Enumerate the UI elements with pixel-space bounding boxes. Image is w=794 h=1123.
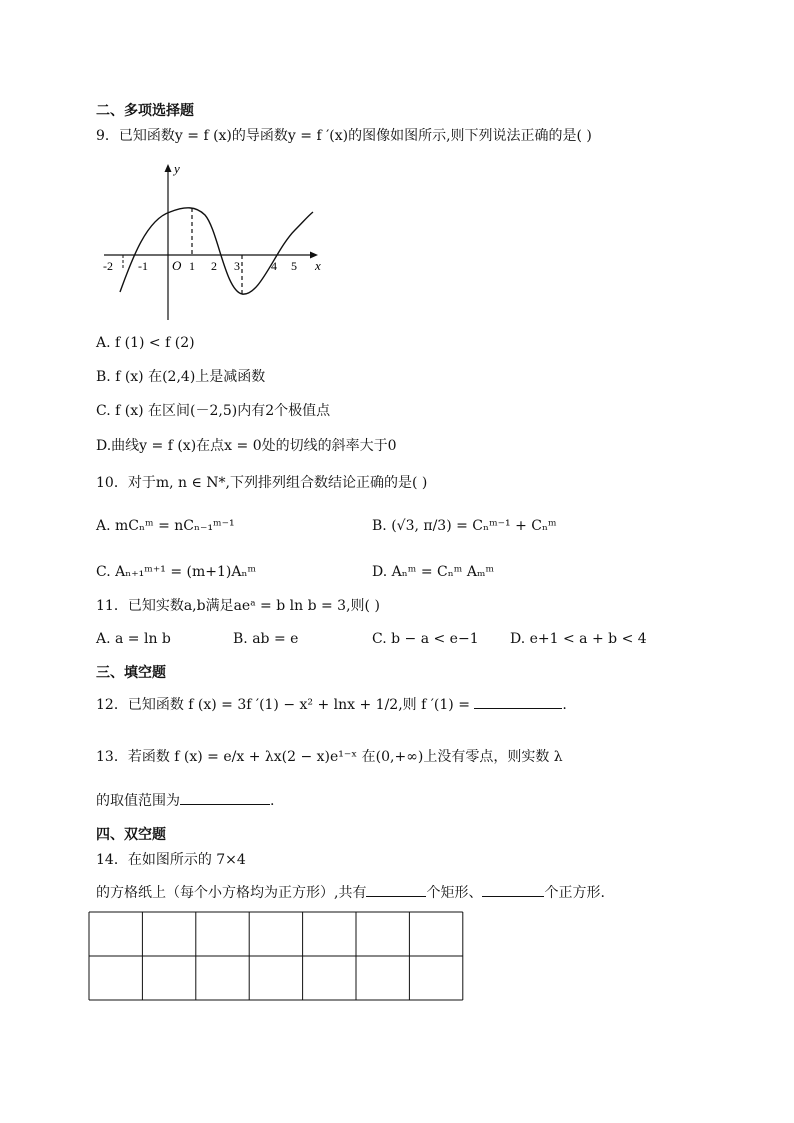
derivative-curve xyxy=(120,208,313,294)
question-14-text-a: 的方格纸上（每个小方格均为正方形）,共有 xyxy=(96,885,367,901)
question-11-stem: 11．已知实数a,b满足aeᵃ = b ln b = 3,则( ) xyxy=(96,598,380,614)
tick-label-neg1: -1 xyxy=(138,259,148,273)
question-12 xyxy=(96,696,567,714)
question-11-option-b: B. ab = e xyxy=(233,631,299,647)
tick-label-2: 2 xyxy=(211,259,217,273)
question-11-option-a: A. a = ln b xyxy=(96,631,171,647)
question-14-line2 xyxy=(96,884,605,902)
y-axis-label: y xyxy=(174,161,180,176)
question-10-option-a: A. mCₙᵐ = nCₙ₋₁ᵐ⁻¹ xyxy=(96,518,235,534)
question-10-stem: 10．对于m, n ∈ N*,下列排列组合数结论正确的是( ) xyxy=(96,475,428,491)
section-heading-fill-in: 三、填空题 xyxy=(96,665,166,681)
question-12-suffix: . xyxy=(562,697,567,713)
y-axis-arrow xyxy=(165,164,172,172)
question-10-option-b: B. (√3, π/3) = Cₙᵐ⁻¹ + Cₙᵐ xyxy=(372,518,557,534)
question-9-option-c: C. f (x) 在区间(－2,5)内有2个极值点 xyxy=(96,403,331,419)
x-axis-label: x xyxy=(315,258,321,273)
tick-label-5: 5 xyxy=(291,259,297,273)
origin-label: O xyxy=(172,258,182,273)
question-13-text: 的取值范围为 xyxy=(96,793,180,809)
question-14-text-b: 个矩形、 xyxy=(426,885,483,901)
section-heading-double-blank: 四、双空题 xyxy=(96,827,166,843)
grid-paper-figure xyxy=(88,911,464,1003)
tick-label-1: 1 xyxy=(189,259,195,273)
section-heading-multiple-choice: 二、多项选择题 xyxy=(96,103,194,119)
question-9-option-b: B. f (x) 在(2,4)上是减函数 xyxy=(96,369,266,385)
tick-label-4: 4 xyxy=(271,259,277,273)
question-14-rectangles-blank[interactable] xyxy=(366,884,426,897)
question-10-option-c: C. Aₙ₊₁ᵐ⁺¹ = (m+1)Aₙᵐ xyxy=(96,564,257,580)
question-11-option-d: D. e+1 < a + b < 4 xyxy=(510,631,647,647)
question-14-squares-blank[interactable] xyxy=(482,884,544,897)
question-13-suffix: . xyxy=(270,793,275,809)
question-12-text: 12．已知函数 f (x) = 3f ′(1) − x² + lnx + 1/2,则 f ′(1) = xyxy=(96,697,470,713)
tick-label-3: 3 xyxy=(234,259,240,273)
question-9-stem: 9．已知函数y = f (x)的导函数y = f ′(x)的图像如图所示,则下列说法正确的是( ) xyxy=(96,128,592,144)
question-13-answer-blank[interactable] xyxy=(180,792,270,805)
question-13-line2 xyxy=(96,792,274,810)
question-12-answer-blank[interactable] xyxy=(474,696,562,709)
derivative-graph-figure xyxy=(100,160,340,322)
question-13-line1: 13．若函数 f (x) = e/x + λx(2 − x)e¹⁻ˣ 在(0,+∞)上没有零点，则实数 λ xyxy=(96,749,563,765)
question-14-text-c: 个正方形. xyxy=(544,885,605,901)
question-14-line1: 14．在如图所示的 7×4 xyxy=(96,852,246,868)
question-10-option-d: D. Aₙᵐ = Cₙᵐ Aₘᵐ xyxy=(372,564,495,580)
question-11-option-c: C. b − a < e−1 xyxy=(372,631,479,647)
tick-label-neg2: -2 xyxy=(103,259,113,273)
question-9-option-a: A. f (1) < f (2) xyxy=(96,335,195,351)
question-9-option-d: D.曲线y = f (x)在点x = 0处的切线的斜率大于0 xyxy=(96,438,397,454)
